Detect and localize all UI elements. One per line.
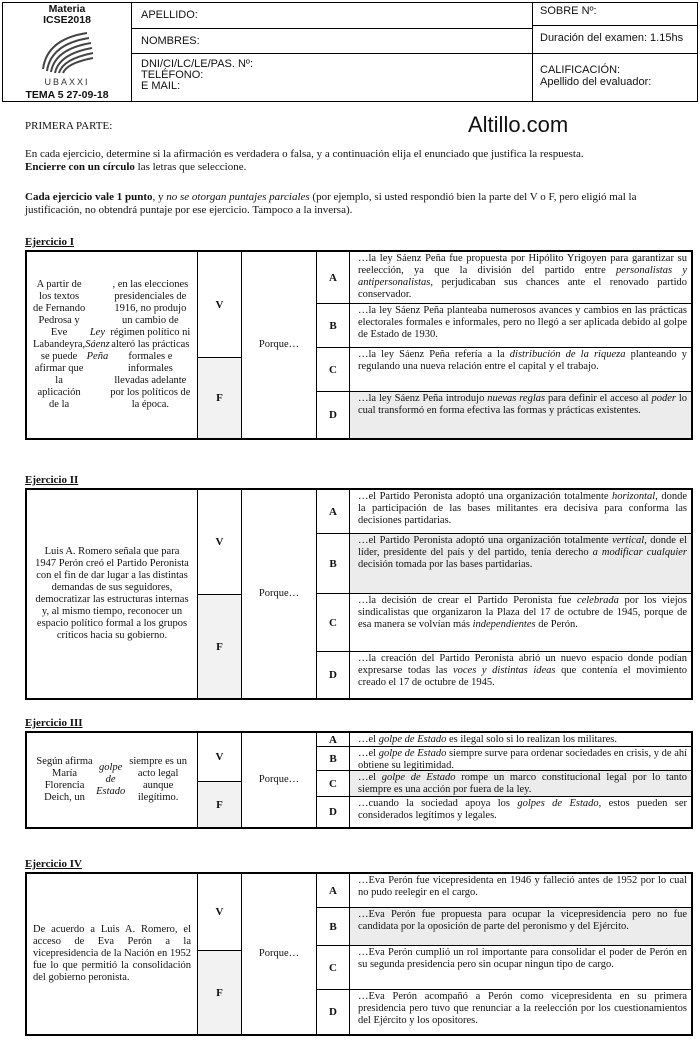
exercise-title: Ejercicio IV bbox=[25, 858, 82, 870]
dni-field: DNI/CI/LC/LE/PAS. Nº: bbox=[141, 58, 254, 70]
option-letter-d[interactable]: D bbox=[316, 652, 349, 698]
exercise-statement: Luis A. Romero señala que para 1947 Perón creó el Partido Peronista con el fin de dar lugar a las distintas demandas de sus seguidores, democratizar las estructuras internas y, al mismo tiempo, reconocer un espacio político formal a los grupos críticos hacia su gobierno. bbox=[35, 546, 189, 641]
exercise-table bbox=[25, 872, 693, 1036]
true-option[interactable]: V bbox=[197, 252, 241, 357]
exercise-table bbox=[25, 488, 693, 700]
instructions-tail: las letras que seleccione. bbox=[134, 161, 247, 173]
scoring-sep: , y bbox=[152, 191, 167, 203]
porque-label: Porque… bbox=[241, 874, 316, 1034]
option-letter-b[interactable]: B bbox=[316, 908, 349, 946]
option-letter-b[interactable]: B bbox=[316, 534, 349, 594]
false-option[interactable]: F bbox=[197, 781, 241, 827]
exam-header bbox=[2, 2, 698, 102]
duration-text: Duración del examen: 1.15hs bbox=[532, 26, 697, 54]
option-letter-c[interactable]: C bbox=[316, 771, 349, 797]
option-letter-c[interactable]: C bbox=[316, 594, 349, 652]
option-letter-a[interactable]: A bbox=[316, 252, 349, 304]
exercise-table bbox=[25, 250, 693, 440]
false-option[interactable]: F bbox=[197, 357, 241, 438]
scoring-bold: Cada ejercicio vale 1 punto bbox=[25, 191, 153, 203]
option-text-a: …el golpe de Estado es ilegal solo si lo realizan los militares. bbox=[349, 733, 691, 747]
grade-fields[interactable] bbox=[532, 54, 697, 101]
option-letter-d[interactable]: D bbox=[316, 797, 349, 827]
false-option[interactable]: F bbox=[197, 950, 241, 1034]
email-field: E MAIL: bbox=[141, 80, 181, 92]
option-letter-b[interactable]: B bbox=[316, 304, 349, 348]
true-option[interactable]: V bbox=[197, 490, 241, 594]
false-option[interactable]: F bbox=[197, 594, 241, 698]
option-text-b: …Eva Perón fue propuesta para ocupar la vicepresidencia pero no fue candidata por la oposición de parte del peronismo y del Ejército. bbox=[349, 908, 691, 946]
option-letter-b[interactable]: B bbox=[316, 747, 349, 771]
option-text-b: …la ley Sáenz Peña planteaba numerosos avances y cambios en las prácticas electorales formales e informales, pero no llegó a ser aplicada debido al golpe de Estado de 1930. bbox=[349, 304, 691, 348]
student-fields bbox=[131, 3, 533, 101]
scoring-note bbox=[25, 191, 675, 217]
exercise-title: Ejercicio I bbox=[25, 236, 74, 248]
exercise-table bbox=[25, 731, 693, 829]
option-letter-c[interactable]: C bbox=[316, 348, 349, 392]
option-text-b: …el Partido Peronista adoptó una organización totalmente vertical, donde el líder, presidente del país y del partido, tenía derecho a modificar cualquier decisión tomada por las bases partidarias. bbox=[349, 534, 691, 594]
watermark: Altillo.com bbox=[468, 112, 569, 137]
evaluador-field: Apellido del evaluador: bbox=[540, 76, 652, 88]
exercise-title: Ejercicio III bbox=[25, 717, 83, 729]
logo-block bbox=[3, 3, 132, 101]
brand-name: UBAXXI bbox=[44, 77, 90, 87]
option-text-c: …la ley Sáenz Peña refería a la distribución de la riqueza planteando y regulando una nueva relación entre el capital y el trabajo. bbox=[349, 348, 691, 392]
option-text-a: …Eva Perón fue vicepresidenta en 1946 y falleció antes de 1952 por lo cual no pudo reelegir en el cargo. bbox=[349, 874, 691, 908]
scoring-text: (por ejemplo, si usted respondió bien la parte del V o F, pero eligió mal la justificación, no obtendrá puntaje por ese ejercicio. Tampoco a la inversa). bbox=[25, 191, 637, 216]
materia-label: Materia bbox=[48, 3, 86, 15]
option-letter-c[interactable]: C bbox=[316, 946, 349, 990]
option-letter-d[interactable]: D bbox=[316, 392, 349, 438]
option-text-a: …la ley Sáenz Peña fue propuesta por Hipólito Yrigoyen para garantizar su reelección, ya que la división del partido entre personalistas y antipersonalistas, perjudicaban sus chances ante el renovado partido conservador. bbox=[349, 252, 691, 304]
option-text-d: …Eva Perón acompañó a Perón como vicepresidenta en su primera presidencia pero tuvo que renunciar a la reelección por los cuestionamientos del Ejército y los opositores. bbox=[349, 990, 691, 1034]
option-letter-d[interactable]: D bbox=[316, 990, 349, 1034]
instructions bbox=[25, 148, 675, 174]
telefono-field: TELÉFONO: bbox=[141, 69, 204, 81]
contact-fields[interactable] bbox=[131, 54, 532, 101]
exercise-title: Ejercicio II bbox=[25, 474, 79, 486]
option-text-c: …la decisión de crear el Partido Peronista fue celebrada por los viejos sindicalistas que organizaron la Plaza del 17 de octubre de 1945, porque de esa manera se volvían más independientes de Perón. bbox=[349, 594, 691, 652]
porque-label: Porque… bbox=[241, 733, 316, 827]
nombres-field[interactable]: NOMBRES: bbox=[131, 29, 532, 54]
course-code: ICSE2018 bbox=[43, 14, 91, 26]
apellido-field[interactable]: APELLIDO: bbox=[131, 3, 532, 29]
option-letter-a[interactable]: A bbox=[316, 733, 349, 747]
scoring-italic: no se otorgan puntajes parciales bbox=[166, 191, 310, 203]
calificacion-field: CALIFICACIÓN: bbox=[540, 64, 621, 76]
option-text-c: …Eva Perón cumplió un rol importante para consolidar el poder de Perón en su segunda presidencia pero sin ocupar ningun tipo de cargo. bbox=[349, 946, 691, 990]
porque-label: Porque… bbox=[241, 252, 316, 438]
option-text-c: …el golpe de Estado rompe un marco constitucional legal por lo tanto siempre es una acción por fuera de la ley. bbox=[349, 771, 691, 797]
exam-info bbox=[532, 3, 697, 101]
option-text-d: …cuando la sociedad apoya los golpes de Estado, estos pueden ser considerados legítimos y legales. bbox=[349, 797, 691, 827]
option-text-b: …el golpe de Estado siempre surve para ordenar sociedades en crisis, y de ahí obtiene su legitimidad. bbox=[349, 747, 691, 771]
option-text-d: …la creación del Partido Peronista abrió un nuevo espacio donde podían expresarse todas las voces y distintas ideas que contenía el movimiento creado el 17 de octubre de 1945. bbox=[349, 652, 691, 698]
option-text-d: …la ley Sáenz Peña introdujo nuevas reglas para definir el acceso al poder lo cual transformó en forma efectiva las formas y prácticas existentes. bbox=[349, 392, 691, 438]
true-option[interactable]: V bbox=[197, 874, 241, 950]
instructions-bold: Encierre con un círculo bbox=[25, 161, 135, 173]
exercise-statement: A partir de los textos de Fernando Pedrosa y Eve Labandeyra, se puede afirmar que la aplicación de la Ley Sáenz Peña , en las elecciones presidenciales de 1916, no produjo un cambio de régimen político ni alteró las prácticas formales e informales llevadas adelante por los políticos de la época. bbox=[33, 279, 191, 410]
sobre-field[interactable]: SOBRE Nº: bbox=[532, 3, 697, 26]
true-option[interactable]: V bbox=[197, 733, 241, 781]
part-title: PRIMERA PARTE: bbox=[25, 120, 113, 132]
tema-date: TEMA 5 27-09-18 bbox=[25, 89, 109, 101]
ubaxxi-logo-icon bbox=[37, 29, 97, 75]
option-text-a: …el Partido Peronista adoptó una organización totalmente horizontal, donde la participación de las bases militantes era decisiva para conforma las decisiones partidarias. bbox=[349, 490, 691, 534]
instructions-text: En cada ejercicio, determine si la afirmación es verdadera o falsa, y a continuación elija el enunciado que justifica la respuesta. bbox=[25, 148, 584, 160]
option-letter-a[interactable]: A bbox=[316, 874, 349, 908]
option-letter-a[interactable]: A bbox=[316, 490, 349, 534]
exercise-statement: Según afirma María Florencia Deich, un golpe de Estado siempre es un acto legal aunque ilegítimo. bbox=[36, 756, 187, 803]
porque-label: Porque… bbox=[241, 490, 316, 698]
exercise-statement: De acuerdo a Luis A. Romero, el acceso de Eva Perón a la vicepresidencia de la Nación en 1952 fue lo que permitió la consolidación del gobierno peronista. bbox=[33, 924, 191, 983]
